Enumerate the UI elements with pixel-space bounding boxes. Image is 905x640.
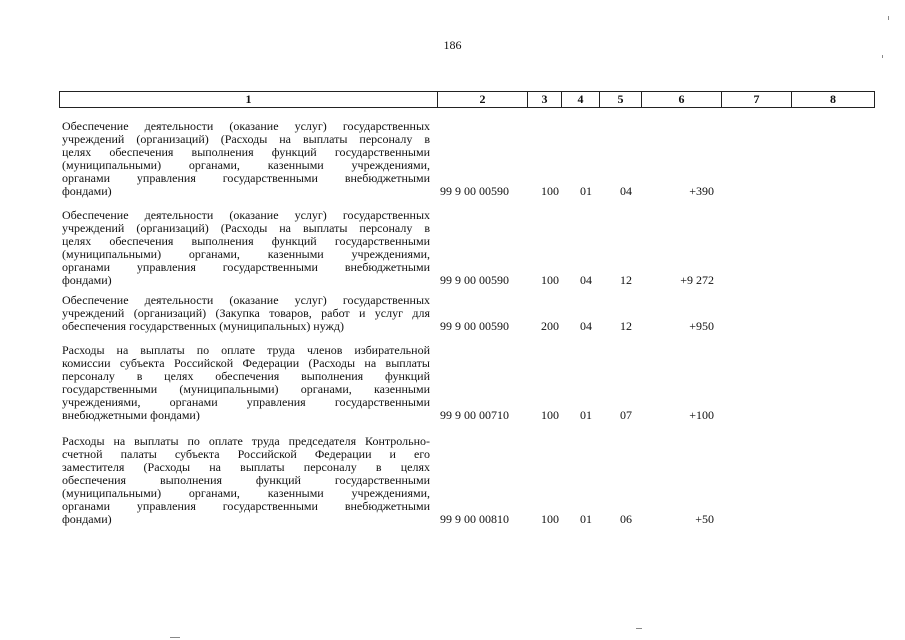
section: 01 <box>580 408 592 422</box>
budget-code: 99 9 00 00710 <box>440 408 509 422</box>
description-line: комиссии субъекта Российской Федерации (Расходы на выплаты <box>62 356 430 370</box>
expense-type: 200 <box>541 319 559 333</box>
section: 01 <box>580 512 592 526</box>
description-line: (муниципальными) органами, казенными учреждениями, <box>62 247 430 261</box>
scan-artifact <box>882 55 883 58</box>
column-header-5: 5 <box>600 92 642 107</box>
table-row <box>62 422 882 526</box>
description-line: учреждений (организаций) (Расходы на выплаты персоналу в <box>62 221 430 235</box>
description-line: (муниципальными) органами, казенными учреждениями, <box>62 486 430 500</box>
expense-type: 100 <box>541 184 559 198</box>
description-line: Обеспечение деятельности (оказание услуг) государственных <box>62 208 430 222</box>
row-description <box>62 294 430 333</box>
budget-code: 99 9 00 00810 <box>440 512 509 526</box>
row-description <box>62 120 430 198</box>
description-line: органами управления государственными внебюджетными <box>62 499 430 513</box>
budget-code: 99 9 00 00590 <box>440 319 509 333</box>
column-header-1: 1 <box>60 92 438 107</box>
description-line: органами управления государственными внебюджетными <box>62 260 430 274</box>
description-line: обеспечения государственных (муниципальных) нужд) <box>62 319 344 333</box>
section: 04 <box>580 273 592 287</box>
description-line: заместителя (Расходы на выплаты персоналу в целях <box>62 460 430 474</box>
amount: +950 <box>689 319 714 333</box>
budget-code: 99 9 00 00590 <box>440 273 509 287</box>
subsection: 07 <box>620 408 632 422</box>
table-row <box>62 109 882 198</box>
description-line: фондами) <box>62 512 112 526</box>
column-header-4: 4 <box>562 92 600 107</box>
table-row <box>62 198 882 287</box>
amount: +390 <box>689 184 714 198</box>
description-line: целях обеспечения выполнения функций государственными <box>62 234 430 248</box>
subsection: 06 <box>620 512 632 526</box>
description-line: органами управления государственными внебюджетными <box>62 171 430 185</box>
description-line: учреждений (организаций) (Расходы на выплаты персоналу в <box>62 132 430 146</box>
description-line: фондами) <box>62 184 112 198</box>
page-number: 186 <box>443 38 462 52</box>
description-line: Расходы на выплаты по оплате труда председателя Контрольно- <box>62 434 430 448</box>
scan-artifact <box>170 637 180 638</box>
table-header <box>59 91 875 108</box>
amount: +100 <box>689 408 714 422</box>
section: 01 <box>580 184 592 198</box>
subsection: 04 <box>620 184 632 198</box>
column-header-6: 6 <box>642 92 722 107</box>
description-line: (муниципальными) органами, казенными учреждениями, <box>62 158 430 172</box>
table-body <box>62 109 882 526</box>
description-line: учреждениями, органами управления государственными <box>62 395 430 409</box>
description-line: учреждений (организаций) (Закупка товаров, работ и услуг для <box>62 306 430 320</box>
expense-type: 100 <box>541 512 559 526</box>
budget-code: 99 9 00 00590 <box>440 184 509 198</box>
description-line: внебюджетными фондами) <box>62 408 200 422</box>
description-line: государственными (муниципальными) органами, казенными <box>62 382 430 396</box>
description-line: Обеспечение деятельности (оказание услуг) государственных <box>62 119 430 133</box>
column-header-8: 8 <box>830 92 836 106</box>
description-line: счетной палаты субъекта Российской Федерации и его <box>62 447 430 461</box>
column-header-3: 3 <box>528 92 562 107</box>
description-line: Расходы на выплаты по оплате труда членов избирательной <box>62 343 430 357</box>
description-line: целях обеспечения выполнения функций государственными <box>62 145 430 159</box>
description-line: персоналу в целях обеспечения выполнения функций <box>62 369 430 383</box>
table-row <box>62 333 882 422</box>
column-header-7: 7 <box>722 92 792 107</box>
row-description <box>62 435 430 526</box>
row-description <box>62 209 430 287</box>
subsection: 12 <box>620 319 632 333</box>
description-line: фондами) <box>62 273 112 287</box>
expense-type: 100 <box>541 273 559 287</box>
column-header-2: 2 <box>438 92 528 107</box>
expense-type: 100 <box>541 408 559 422</box>
subsection: 12 <box>620 273 632 287</box>
description-line: обеспечения выполнения функций государственными <box>62 473 430 487</box>
amount: +50 <box>695 512 714 526</box>
scan-artifact <box>636 628 642 629</box>
scan-artifact <box>888 16 889 20</box>
description-line: Обеспечение деятельности (оказание услуг) государственных <box>62 293 430 307</box>
table-row <box>62 287 882 333</box>
row-description <box>62 344 430 422</box>
amount: +9 272 <box>680 273 714 287</box>
section: 04 <box>580 319 592 333</box>
